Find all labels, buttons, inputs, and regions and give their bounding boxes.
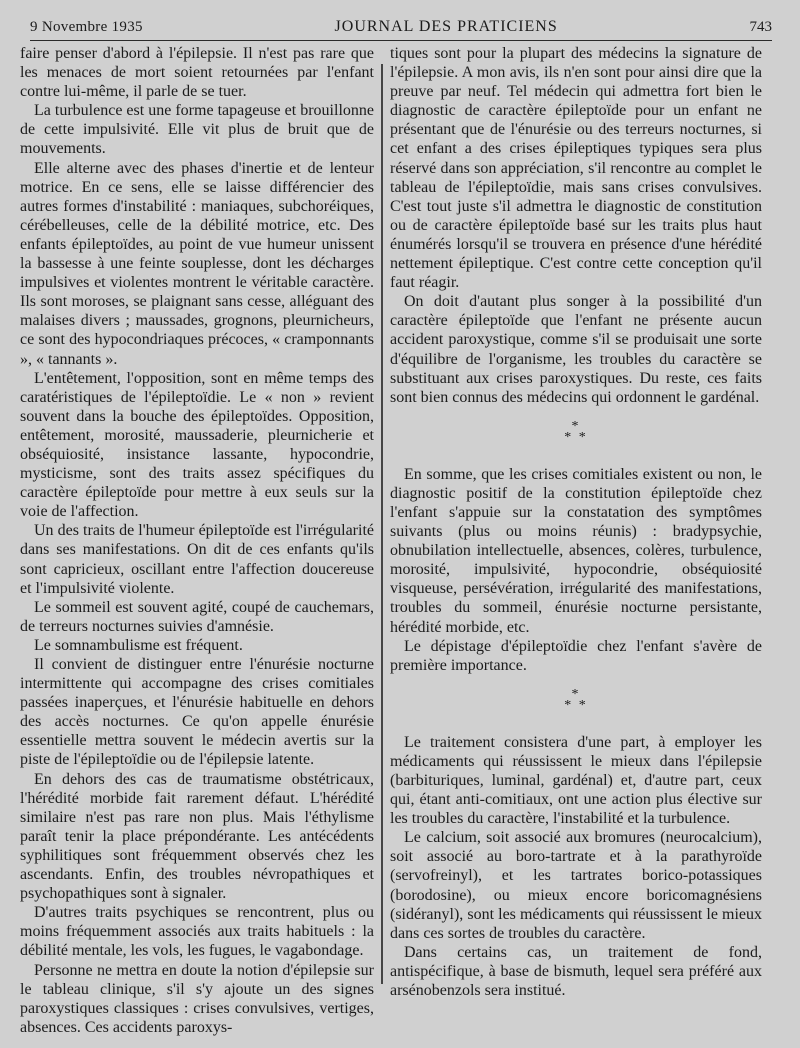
paragraph: faire penser d'abord à l'épilepsie. Il n'est pas rare que les menaces de mort soient retournées par l'enfant contre lui-même, il parle de se tuer. [20,45,374,101]
paragraph: La turbulence est une forme tapageuse et brouillonne de cette impulsivité. Elle vit plus de bruit que de mouvements. [20,102,374,158]
paragraph: En dehors des cas de traumatisme obstétricaux, l'hérédité morbide fait rarement défaut. L'hérédité similaire n'est pas rare non plus. Mais l'éthylisme paraît tenir la place prépondérante. Les antécédents syphilitiques sont fréquemment observés chez les ascendants. Enfin, des troubles névropathiques et psychopathiques sont à signaler. [20,770,374,903]
paragraph: Il convient de distinguer entre l'énurésie nocturne intermittente qui accompagne des crises comitiales passées inaperçues, et l'énurésie habituelle en dehors des accès nocturnes. Ce qu'on appelle énurésie essentielle mettra souvent le médecin avertis sur la piste de l'épileptoïdie ou de l'épilepsie latente. [20,656,374,769]
paragraph: On doit d'autant plus songer à la possibilité d'un caractère épileptoïde que l'enfant ne présente aucun accident paroxystique, comme s'il se produisait une sorte d'équilibre de l'organisme, les troubles du caractère se substituant aux crises paroxystiques. Du reste, ces faits sont bien connus des médecins qui ordonnent le gardénal. [390,293,762,406]
right-column [390,44,762,1000]
section-asterism: * * * [564,418,588,445]
page-number: 743 [749,19,772,35]
left-column [20,44,374,1037]
paragraph: Le calcium, soit associé aux bromures (neurocalcium), soit associé au boro-tartrate et à la parathyroïde (servofreinyl), et les tartrates borico-potassiques (borodosine), ou mieux encore boricomagnésiens (sidéranyl), sont les médicaments qui réussissent le mieux dans ces sortes de troubles du caractère. [390,829,762,942]
paragraph: En somme, que les crises comitiales existent ou non, le diagnostic positif de la constitution épileptoïde chez l'enfant s'appuie sur la constatation des symptômes suivants (plus ou moins réunis) : bradypsychie, obnubilation intellectuelle, absences, colères, turbulence, morosité, impulsivité, hypocondrie, obséquiosité visqueuse, persévération, irrégularité des manifestations, troubles du sommeil, énurésie nocturne persistante, hérédité morbide, etc. [390,465,762,636]
journal-title: JOURNAL DES PRATICIENS [334,18,558,35]
column-rule [381,64,383,984]
paragraph: Le traitement consistera d'une part, à employer les médicaments qui réussissent le mieux dans l'épilepsie (barbituriques, luminal, gardénal) et, d'autre part, ceux qui, étant anti-comitiaux, ont une action plus élective sur les troubles du caractère, l'instabilité et la turbulence. [390,733,762,828]
paragraph: Dans certains cas, un traitement de fond, antispécifique, à base de bismuth, lequel sera préféré aux arsénobenzols sera institué. [390,943,762,1000]
paragraph: Un des traits de l'humeur épileptoïde est l'irrégularité dans ses manifestations. On dit de ces enfants qu'ils sont capricieux, oscillant entre l'affection doucereuse et l'impulsivité violente. [20,522,374,597]
paragraph: Le sommeil est souvent agité, coupé de cauchemars, de terreurs nocturnes suivies d'amnésie. [20,598,374,635]
paragraph: Le somnambulisme est fréquent. [34,636,243,654]
paragraph: D'autres traits psychiques se rencontrent, plus ou moins fréquemment associés aux traits habituels : la débilité mentale, les vols, les fugues, le vagabondage. [20,904,374,960]
paragraph: L'entêtement, l'opposition, sont en même temps des caratéristiques de l'épileptoïdie. Le « non » revient souvent dans la bouche des épileptoïdes. Opposition, entêtement, morosité, maussaderie, pleurnicherie et obséquiosité, insistance lassante, hypocondrie, mysticisme, sont des traits assez spécifiques du caractère épileptoïde pour mettre à eux seuls sur la voie de l'affection. [20,369,374,521]
paragraph: tiques sont pour la plupart des médecins la signature de l'épilepsie. A mon avis, ils n'en sont pour ainsi dire que la preuve par neuf. Tel médecin qui admettra fort bien le diagnostic de caractère épileptoïde pour un enfant ne présentant que de l'énurésie ou des terreurs nocturnes, si cet enfant a des crises épileptiques typiques sera plus réservé dans son appréciation, s'il rencontre au complet le tableau de l'épileptoïdie, mais sans crises convulsives. C'est tout juste s'il admettra le diagnostic de constitution ou de caractère épileptoïde basé sur les traits plus haut énumérés lorsqu'il se trouvera en présence d'une hérédité nettement épileptique. C'est contre cette conception qu'il faut réagir. [390,45,762,292]
paragraph: Elle alterne avec des phases d'inertie et de lenteur motrice. En ce sens, elle se laisse différencier des autres formes d'instabilité : maniaques, subchoréiques, cérébelleuses, celle de la débilité motrice, etc. Des enfants épileptoïdes, au point de vue humeur unissent la bassesse à une feinte souplesse, dont les décharges impulsives et violentes montrent le véritable caractère. Ils sont moroses, se plaignant sans cesse, alléguant des malaises divers ; maussades, grognons, pleurnicheurs, ce sont des hypocondriaques précoces, « cramponnants », « tannants ». [20,159,374,368]
paragraph: Le dépistage d'épileptoïdie chez l'enfant s'avère de première importance. [390,637,762,674]
section-asterism: * * * [564,686,588,713]
running-header [30,10,772,41]
paragraph: Personne ne mettra en doute la notion d'épilepsie sur le tableau clinique, s'il s'y ajoute un des signes paroxystiques classiques : crises convulsives, vertiges, absences. Ces accidents paroxys- [20,961,374,1036]
issue-date: 9 Novembre 1935 [30,19,143,35]
